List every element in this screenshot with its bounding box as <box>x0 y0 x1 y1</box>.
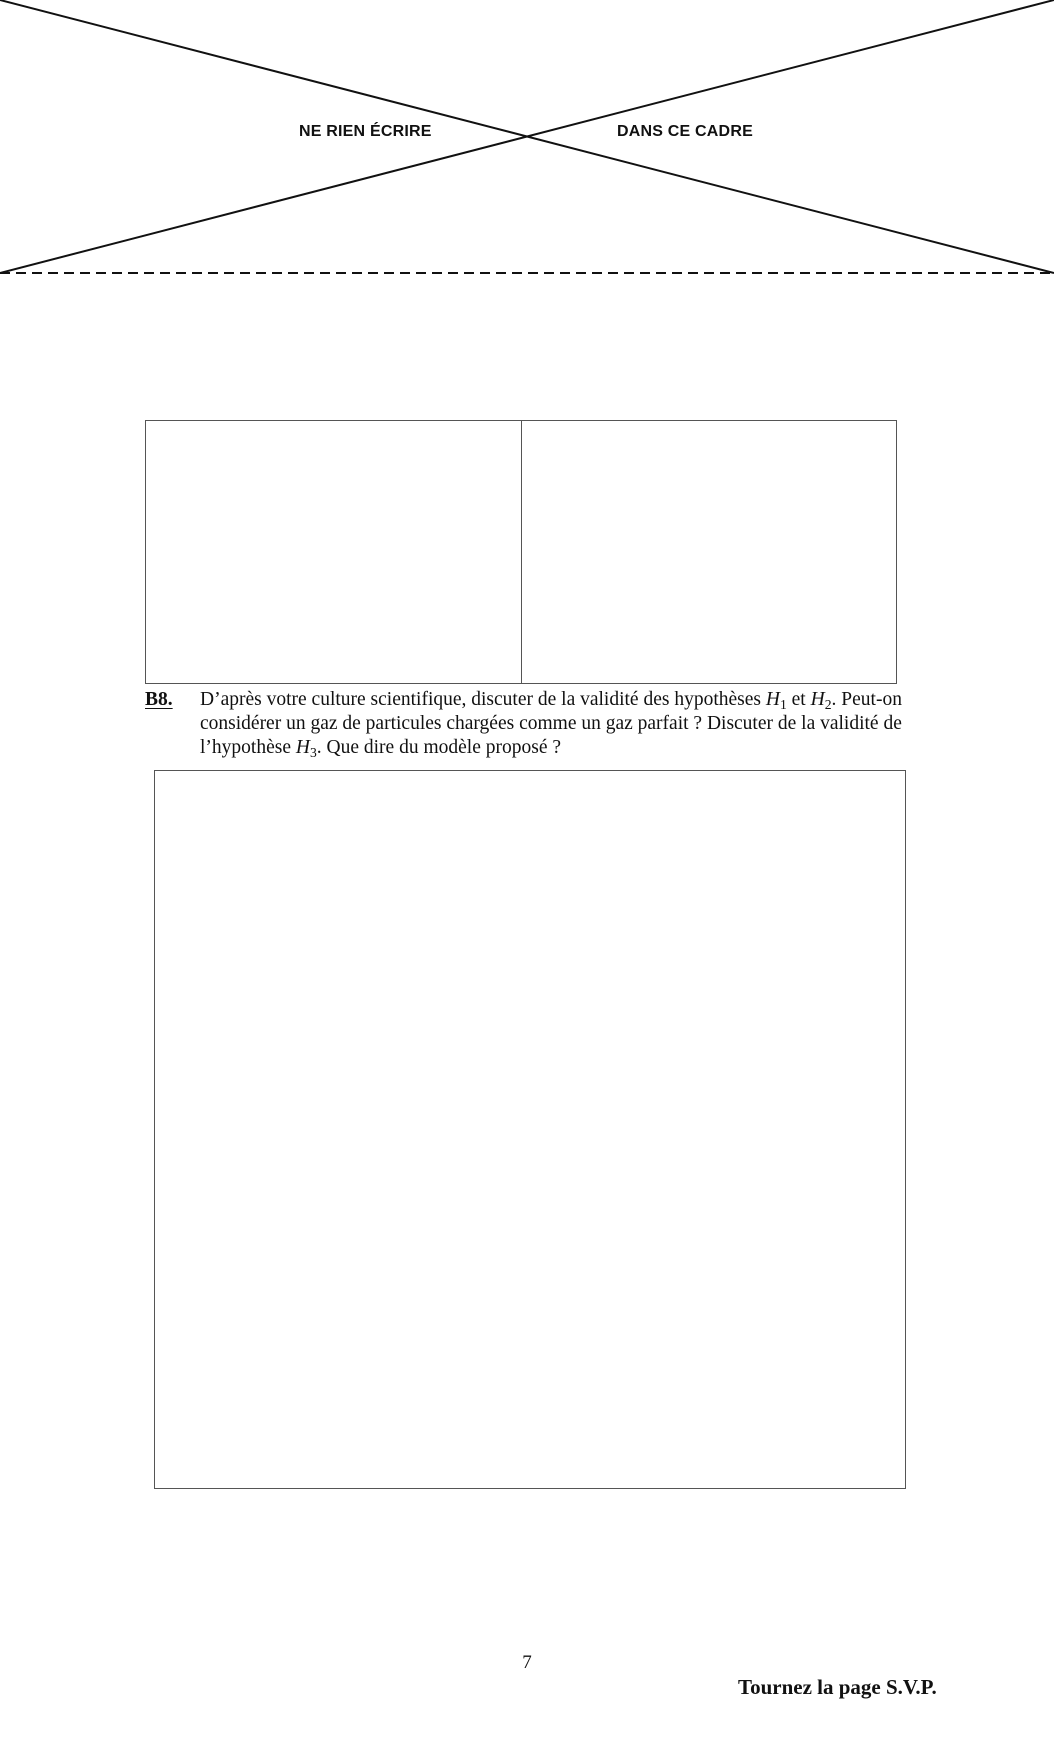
question-b8 <box>145 688 910 760</box>
question-text-part: Peut-on considérer un gaz de particules chargées comme un gaz parfait ? Discuter de la validité de l’hypothèse <box>200 689 902 758</box>
hypothesis-symbol: H <box>810 689 825 710</box>
crossed-frame <box>0 0 1054 280</box>
answer-cell-right[interactable] <box>521 421 897 683</box>
turn-page-note: Tournez la page S.V.P. <box>738 1675 937 1699</box>
header-left-text: NE RIEN ÉCRIRE <box>299 123 432 140</box>
hypothesis-index: 1 <box>779 697 787 713</box>
question-number: B8. <box>145 689 173 710</box>
hypothesis-index: 2 <box>824 697 832 713</box>
header-right-text: DANS CE CADRE <box>617 123 753 140</box>
hypothesis-index: 3 <box>309 745 317 761</box>
answer-box-b8[interactable] <box>154 770 906 1489</box>
question-text <box>200 688 910 760</box>
no-write-zone <box>0 0 1054 280</box>
hypothesis-symbol: H <box>295 737 310 758</box>
question-text-part: et <box>786 689 811 710</box>
question-text-part: D’après votre culture scientifique, discuter de la validité des hypothèses <box>200 689 766 710</box>
hypothesis-symbol: H <box>765 689 780 710</box>
answer-cell-left[interactable] <box>146 421 521 683</box>
previous-answer-box <box>145 420 897 684</box>
question-text-part: . <box>831 689 837 710</box>
question-text-part: . Que dire du modèle proposé ? <box>316 737 561 758</box>
page-number: 7 <box>522 1652 532 1673</box>
